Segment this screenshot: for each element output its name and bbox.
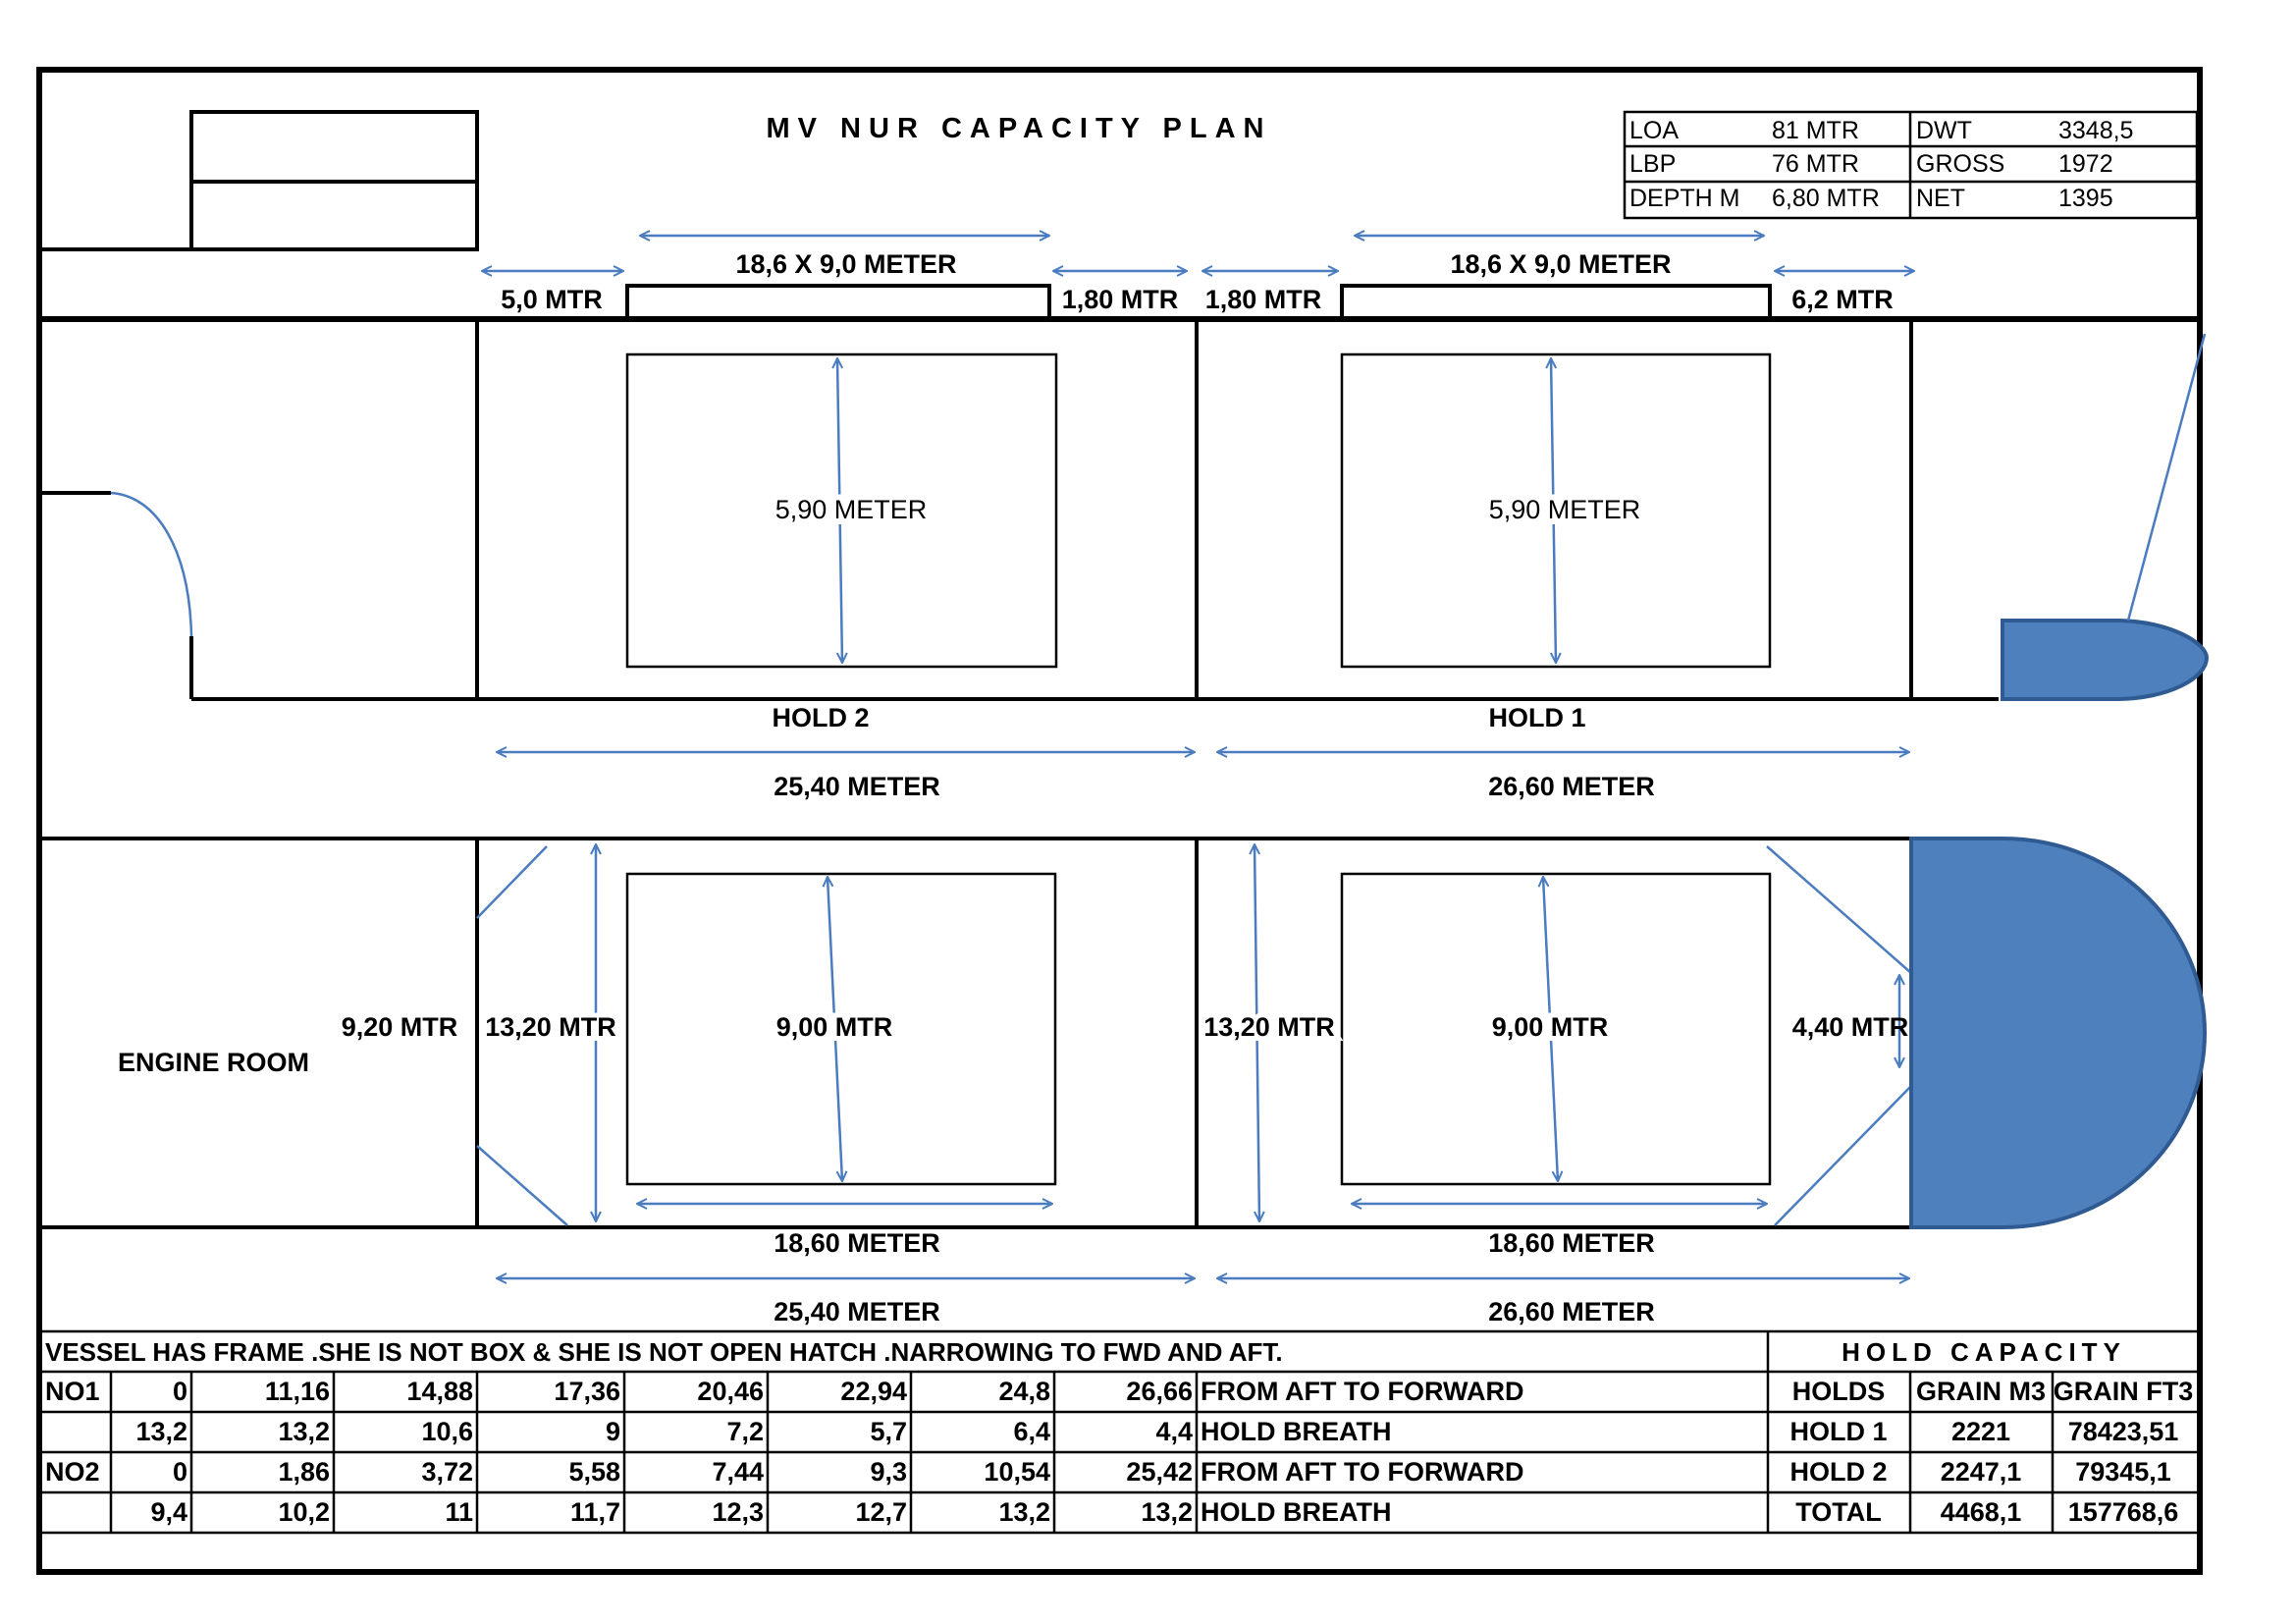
page-title: MV NUR CAPACITY PLAN [766,113,1272,144]
fwd-gap-label: 6,2 MTR [1791,285,1894,314]
frame-cell: 17,36 [554,1377,620,1406]
capacity-header: HOLDS [1791,1377,1886,1406]
hatch2-size-label: 18,6 X 9,0 METER [735,249,957,279]
frame-cell: 0 [172,1457,187,1487]
aft-gap-label: 5,0 MTR [501,285,603,314]
frame-cell: 5,7 [870,1417,907,1446]
engine-room-label: ENGINE ROOM [118,1048,310,1077]
capacity-cell: 4468,1 [1940,1497,2022,1527]
hold2-label: HOLD 2 [772,703,870,732]
vessel-note: VESSEL HAS FRAME .SHE IS NOT BOX & SHE IS NOT OPEN HATCH .NARROWING TO FWD AND AFT. [45,1337,1283,1367]
bow-section-shape [2002,621,2207,699]
frame-cell: 1,86 [278,1457,330,1487]
frame-cell: 7,44 [712,1457,764,1487]
particular-value-lbp: 76 MTR [1772,150,1859,178]
frame-cell: 25,42 [1126,1457,1193,1487]
frame-cell: 6,4 [1013,1417,1050,1446]
frame-row-desc: FROM AFT TO FORWARD [1201,1377,1524,1406]
hold2-breadth-label: 13,20 MTR [485,1012,616,1042]
capacity-cell: TOTAL [1795,1497,1882,1527]
capacity-header: GRAIN M3 [1915,1377,2047,1406]
particular-label-net: NET [1916,185,1965,212]
frame-cell: 13,2 [998,1497,1050,1527]
frame-cell: 12,7 [855,1497,907,1527]
capacity-cell: 2247,1 [1940,1457,2022,1487]
frame-cell: 26,66 [1126,1377,1193,1406]
particular-value-depth: 6,80 MTR [1772,185,1880,212]
top-dimension-arrows [482,236,1914,271]
frame-cell: 4,4 [1155,1417,1193,1446]
hold1-height-label: 5,90 METER [1488,495,1641,524]
bow-plan-shape [1911,839,2205,1227]
hold1-breadth-label: 13,20 MTR [1203,1012,1335,1042]
fwd-breadth-label: 4,40 MTR [1791,1012,1909,1042]
capacity-cell: HOLD 1 [1789,1417,1888,1446]
frame-cell: 9,4 [150,1497,187,1527]
hold1-section-length: 26,60 METER [1488,772,1655,801]
capacity-cell: 79345,1 [2075,1457,2171,1487]
particular-label-depth: DEPTH M [1629,185,1740,212]
frame-cell: 10,2 [278,1497,330,1527]
frame-cell: 7,2 [726,1417,764,1446]
frame-cell: 0 [172,1377,187,1406]
frame-cell: 12,3 [712,1497,764,1527]
hold1-hatch-breadth-label: 9,00 MTR [1491,1012,1609,1042]
particular-value-net: 1395 [2058,185,2113,212]
hold1-hatch-length-label: 18,60 METER [1488,1228,1655,1258]
frame-cell: 9,3 [870,1457,907,1487]
frame-cell: 22,94 [840,1377,907,1406]
frame-cell: 20,46 [697,1377,764,1406]
frame-cell: 11,16 [264,1377,330,1406]
hold1-label: HOLD 1 [1488,703,1586,732]
frame-cell: 11,7 [569,1497,620,1527]
frame-cell: 5,58 [568,1457,620,1487]
engine-width-label: 9,20 MTR [341,1012,458,1042]
hold2-height-label: 5,90 METER [774,495,928,524]
hold2-section-length: 25,40 METER [774,772,940,801]
frame-row-label: NO1 [45,1377,100,1406]
particular-value-dwt: 3348,5 [2058,117,2134,144]
particular-label-gross: GROSS [1916,150,2005,178]
hold-capacity-title: HOLD CAPACITY [1842,1337,2126,1367]
frame-cell: 13,2 [278,1417,330,1446]
capacity-cell: 78423,51 [2067,1417,2179,1446]
frame-row-desc: FROM AFT TO FORWARD [1201,1457,1524,1487]
frame-cell: 3,72 [421,1457,473,1487]
hold2-hatch-length-label: 18,60 METER [774,1228,940,1258]
particular-value-loa: 81 MTR [1772,117,1859,144]
particular-value-gross: 1972 [2058,150,2113,178]
frame-cell: 13,2 [135,1417,187,1446]
frame-cell: 10,6 [421,1417,473,1446]
particular-label-lbp: LBP [1629,150,1677,178]
frame-cell: 24,8 [998,1377,1050,1406]
frame-row-label: NO2 [45,1457,100,1487]
hatch1-size-label: 18,6 X 9,0 METER [1450,249,1672,279]
capacity-cell: 157768,6 [2067,1497,2179,1527]
hold2-plan-length: 25,40 METER [774,1297,940,1326]
superstructure [39,112,477,249]
frame-cell: 9 [605,1417,620,1446]
capacity-cell: 2221 [1950,1417,2011,1446]
section-view [39,319,2207,699]
frame-cell: 14,88 [406,1377,473,1406]
gap-a-label: 1,80 MTR [1061,285,1179,314]
frame-row-desc: HOLD BREATH [1201,1497,1392,1527]
particular-label-loa: LOA [1629,117,1680,144]
gap-b-label: 1,80 MTR [1204,285,1322,314]
capacity-cell: HOLD 2 [1789,1457,1888,1487]
frame-cell: 13,2 [1141,1497,1193,1527]
capacity-header: GRAIN FT3 [2053,1377,2194,1406]
hold1-plan-length: 26,60 METER [1488,1297,1655,1326]
frame-cell: 11 [445,1497,473,1527]
hold2-hatch-breadth-label: 9,00 MTR [775,1012,893,1042]
frame-row-desc: HOLD BREATH [1201,1417,1392,1446]
particular-label-dwt: DWT [1916,117,1972,144]
frame-cell: 10,54 [984,1457,1050,1487]
